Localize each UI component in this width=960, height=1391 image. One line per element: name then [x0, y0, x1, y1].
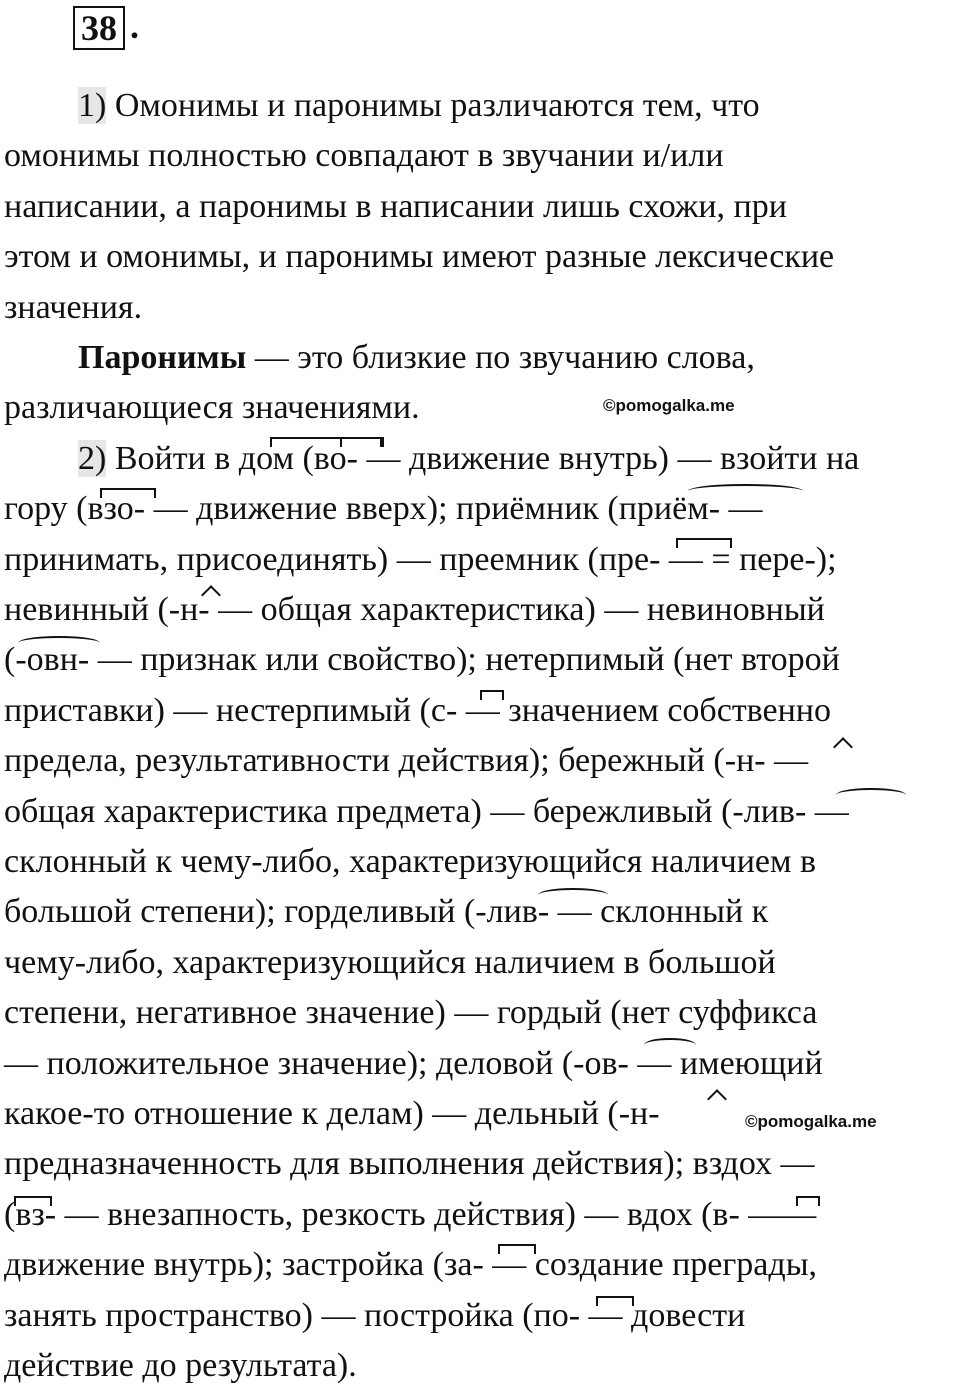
text-line — [4, 1346, 960, 1386]
text-line — [4, 136, 960, 176]
line-text: общая характеристика предмета) — бережливый (-лив- — — [4, 792, 849, 830]
line-text: — это близкие по звучанию слова, — [246, 339, 755, 376]
exercise-number: 38 — [73, 6, 125, 50]
text-line — [4, 792, 960, 832]
prefix-mark — [596, 1296, 634, 1306]
prefix-mark — [14, 1196, 52, 1206]
line-text: предназначенность для выполнения действия); вздох — — [4, 1145, 815, 1183]
suffix-mark — [18, 636, 100, 650]
text-line — [4, 187, 960, 227]
suffix-mark — [644, 1038, 696, 1052]
text-line — [4, 288, 960, 328]
text-line — [4, 1245, 960, 1285]
text-line — [78, 86, 960, 126]
line-text: какое-то отношение к делам) — дельный (-н- — [4, 1095, 660, 1132]
line-text: принимать, присоединять) — преемник (пре- — = пере-); — [4, 540, 837, 578]
line-text: написании, а паронимы в написании лишь схожи, при — [4, 187, 787, 225]
line-text: Омонимы и паронимы различаются тем, что — [106, 87, 760, 124]
text-line — [4, 842, 960, 882]
term-bold: Паронимы — [78, 339, 247, 376]
suffix-mark — [538, 888, 608, 902]
line-text: (вз- — внезапность, резкость действия) — вдох (в- —— — [4, 1195, 817, 1233]
text-line — [78, 439, 960, 479]
prefix-mark — [498, 1244, 536, 1254]
suffix-mark — [836, 788, 906, 802]
prefix-mark — [340, 437, 384, 447]
text-line — [4, 892, 960, 932]
text-line — [4, 237, 960, 277]
text-line — [4, 993, 960, 1033]
text-line — [78, 338, 960, 378]
list-marker: 1) — [78, 87, 107, 124]
line-text: степени, негативное значение) — гордый (нет суффикса — [4, 994, 818, 1032]
prefix-mark — [480, 690, 504, 700]
line-text: значения. — [4, 288, 143, 326]
text-line — [4, 943, 960, 983]
text-line — [4, 640, 960, 680]
text-line — [4, 540, 960, 580]
line-text: гору (взо- — движение вверх); приёмник (приём- — — [4, 490, 763, 528]
line-text: движение внутрь); застройка (за- — создание преграды, — [4, 1246, 818, 1284]
watermark: ©pomogalka.me — [745, 1112, 877, 1131]
list-marker: 2) — [78, 439, 107, 477]
text-line — [4, 1296, 960, 1336]
line-text: приставки) — нестерпимый (с- — значением собственно — [4, 691, 832, 729]
line-text: склонный к чему-либо, характеризующийся наличием в — [4, 843, 817, 880]
text-line — [4, 388, 960, 428]
line-text: большой степени); горделивый (-лив- — склонный к — [4, 893, 769, 931]
line-text: чему-либо, характеризующийся наличием в большой — [4, 943, 776, 981]
line-text: действие до результата). — [4, 1347, 357, 1384]
line-text: (-овн- — признак или свойство); нетерпимый (нет второй — [4, 641, 840, 679]
line-text: предела, результативности действия); бережный (-н- — — [4, 742, 809, 780]
prefix-mark — [796, 1196, 820, 1206]
line-text: омонимы полностью совпадают в звучании и/или — [4, 137, 724, 175]
text-line — [4, 590, 960, 630]
line-text: занять пространство) — постройка (по- — довести — [4, 1296, 746, 1334]
line-text: — положительное значение); деловой (-ов- — имеющий — [4, 1044, 823, 1082]
text-line — [4, 741, 960, 781]
text-line — [4, 1044, 960, 1084]
prefix-mark — [100, 488, 156, 498]
line-text: этом и омонимы, и паронимы имеют разные лексические — [4, 238, 835, 276]
text-line — [4, 1144, 960, 1184]
line-text: Войти в дом (во- — движение внутрь) — взойти на — [106, 439, 860, 477]
prefix-mark — [676, 538, 732, 548]
watermark: ©pomogalka.me — [603, 396, 735, 415]
exercise-number-dot: . — [130, 6, 139, 46]
root-mark — [688, 484, 803, 498]
line-text: различающиеся значениями. — [4, 389, 420, 427]
line-text: невинный (-н- — общая характеристика) — невиновный — [4, 591, 825, 628]
